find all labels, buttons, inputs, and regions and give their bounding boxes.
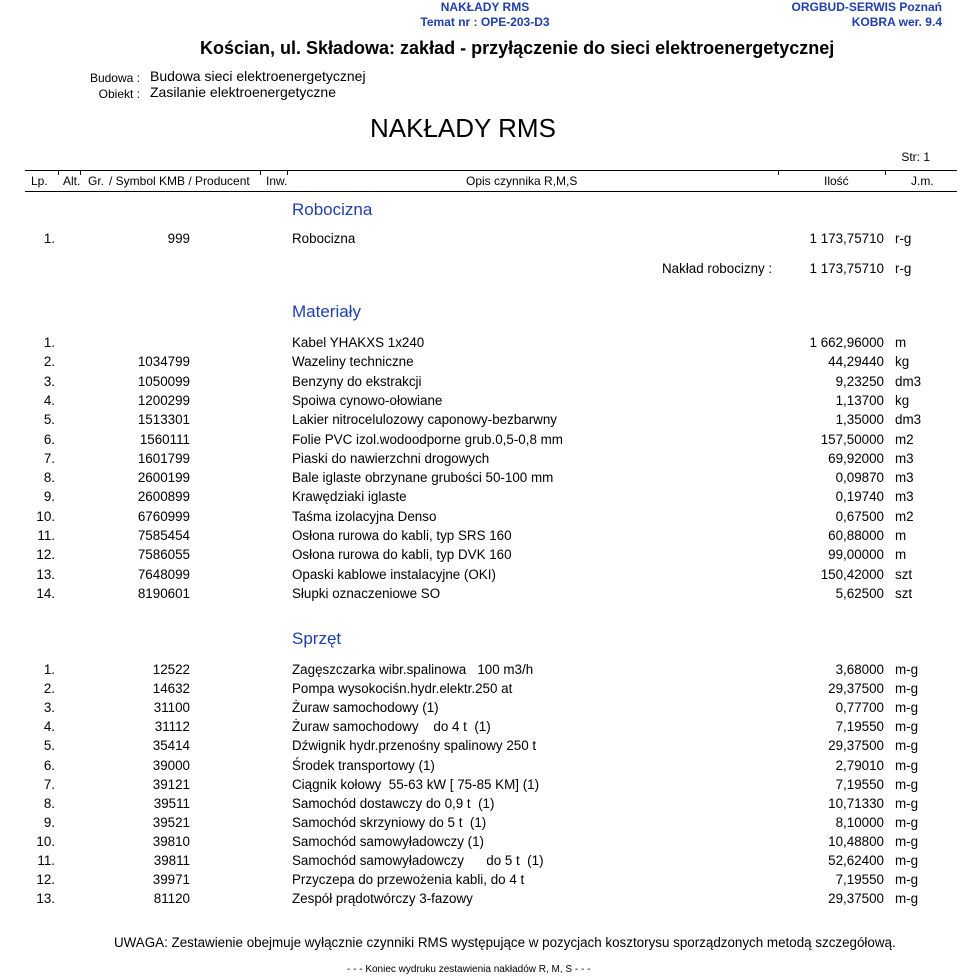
row-symbol: 8190601 xyxy=(137,585,190,601)
row-lp: 8. xyxy=(43,470,55,486)
row-unit: szt xyxy=(895,566,913,582)
row-quantity: 1 662,96000 xyxy=(809,335,884,350)
table-row xyxy=(0,489,960,508)
row-lp: 8. xyxy=(43,795,55,811)
row-symbol: 39511 xyxy=(153,795,190,811)
row-description: Osłona rurowa do kabli, typ SRS 160 xyxy=(292,528,512,543)
company-name: ORGBUD-SERWIS Poznań xyxy=(791,0,942,14)
row-description: Środek transportowy (1) xyxy=(292,757,435,773)
row-symbol: 7586055 xyxy=(137,547,190,563)
row-quantity: 7,19550 xyxy=(835,776,884,792)
row-symbol: 31112 xyxy=(154,719,190,735)
site-address: Kościan, ul. Składowa: zakład - przyłączenie do sieci elektroenergetycznej xyxy=(200,38,835,58)
total-label: Nakład robocizny : xyxy=(662,261,773,276)
row-quantity: 0,77700 xyxy=(835,700,884,716)
row-unit: dm3 xyxy=(895,373,922,389)
row-quantity: 60,88000 xyxy=(828,528,884,543)
section-title-sprzet: Sprzęt xyxy=(292,629,342,648)
row-quantity: 5,62500 xyxy=(835,585,884,601)
row-symbol: 39810 xyxy=(152,833,190,849)
table-row xyxy=(0,451,960,470)
row-lp: 11. xyxy=(37,528,55,543)
column-description: Opis czynnika R,M,S xyxy=(466,174,578,188)
row-symbol: 1513301 xyxy=(137,412,190,428)
table-row xyxy=(0,470,960,489)
row-unit: szt xyxy=(895,585,913,601)
row-description: Pompa wysokociśn.hydr.elektr.250 at xyxy=(292,681,513,697)
row-unit: m xyxy=(895,547,907,563)
page-title: NAKŁADY RMS xyxy=(370,113,556,143)
table-row xyxy=(0,738,960,757)
obiekt-value: Zasilanie elektroenergetyczne xyxy=(150,84,336,100)
row-quantity: 150,42000 xyxy=(820,566,884,582)
row-lp: 5. xyxy=(43,738,55,754)
table-row xyxy=(0,509,960,528)
table-row xyxy=(0,586,960,605)
report-header-title: NAKŁADY RMS xyxy=(440,0,530,14)
row-lp: 10. xyxy=(36,508,55,524)
row-description: Osłona rurowa do kabli, typ DVK 160 xyxy=(292,547,512,563)
row-quantity: 29,37500 xyxy=(828,681,884,697)
table-row xyxy=(0,815,960,834)
row-symbol: 39521 xyxy=(152,814,190,830)
row-symbol: 1200299 xyxy=(137,392,190,408)
obiekt-label: Obiekt : xyxy=(98,87,140,101)
column-unit: J.m. xyxy=(911,174,934,188)
row-symbol: 7648099 xyxy=(137,566,190,582)
row-unit: m-g xyxy=(895,776,919,792)
row-quantity: 7,19550 xyxy=(835,872,884,888)
table-row xyxy=(0,719,960,738)
row-description: Słupki oznaczeniowe SO xyxy=(292,585,441,601)
row-symbol: 81120 xyxy=(153,891,190,907)
row-lp: 1. xyxy=(43,231,55,246)
row-description: Krawędziaki iglaste xyxy=(292,489,407,505)
column-quantity: Ilość xyxy=(824,174,849,188)
row-lp: 4. xyxy=(43,392,55,408)
row-description: Kabel YHAKXS 1x240 xyxy=(292,335,425,350)
row-symbol: 999 xyxy=(167,231,190,246)
table-row xyxy=(0,681,960,700)
row-quantity: 157,50000 xyxy=(820,431,884,447)
row-unit: m-g xyxy=(895,891,919,907)
table-row xyxy=(0,777,960,796)
row-lp: 5. xyxy=(43,412,55,428)
table-row xyxy=(0,891,960,910)
row-symbol: 2600199 xyxy=(137,470,190,486)
table-row xyxy=(0,662,960,681)
row-quantity: 0,09870 xyxy=(835,470,884,486)
row-symbol: 6760999 xyxy=(137,508,190,524)
row-lp: 12. xyxy=(36,547,55,563)
row-quantity: 1 173,75710 xyxy=(809,231,884,246)
row-lp: 6. xyxy=(43,757,55,773)
section-title-materialy: Materiały xyxy=(292,302,361,321)
row-symbol: 14632 xyxy=(152,681,190,697)
row-symbol: 39000 xyxy=(152,757,190,773)
row-quantity: 0,67500 xyxy=(835,508,884,524)
row-description: Przyczepa do przewożenia kabli, do 4 t xyxy=(292,872,525,888)
row-lp: 14. xyxy=(36,585,55,601)
row-unit: m-g xyxy=(895,681,919,697)
row-description: Zespół prądotwórczy 3-fazowy xyxy=(292,891,473,907)
note-text: UWAGA: Zestawienie obejmuje wyłącznie czynniki RMS występujące w pozycjach kosztorysu sporządzonych metodą szczegółową. xyxy=(114,935,896,950)
row-unit: m xyxy=(895,528,907,543)
row-description: Lakier nitrocelulozowy caponowy-bezbarwny xyxy=(292,412,557,428)
row-symbol: 31100 xyxy=(153,700,190,716)
row-lp: 3. xyxy=(43,373,55,389)
row-quantity: 7,19550 xyxy=(835,719,884,735)
row-quantity: 3,68000 xyxy=(835,662,884,677)
table-row xyxy=(0,834,960,853)
row-lp: 10. xyxy=(36,833,55,849)
row-lp: 3. xyxy=(43,700,55,716)
row-quantity: 1,35000 xyxy=(835,412,884,428)
row-lp: 11. xyxy=(37,853,55,868)
row-lp: 13. xyxy=(36,891,55,907)
row-quantity: 1,13700 xyxy=(835,392,884,408)
row-symbol: 7585454 xyxy=(137,528,190,543)
report-subject-number: Temat nr : OPE-203-D3 xyxy=(420,15,550,29)
row-unit: m3 xyxy=(895,470,914,486)
row-symbol: 35414 xyxy=(152,738,190,754)
column-lp: Lp. xyxy=(31,174,48,188)
row-unit: m2 xyxy=(895,508,914,524)
row-quantity: 0,19740 xyxy=(835,489,884,505)
row-description: Folie PVC izol.wodoodporne grub.0,5-0,8 mm xyxy=(292,431,563,447)
footer-text: - - - Koniec wydruku zestawienia nakładów R, M, S - - - xyxy=(347,964,591,975)
table-row xyxy=(0,335,960,354)
total-unit: r-g xyxy=(895,261,912,276)
row-unit: m-g xyxy=(895,662,919,677)
row-description: Samochód samowyładowczy do 5 t (1) xyxy=(292,853,544,868)
row-description: Żuraw samochodowy do 4 t (1) xyxy=(292,719,491,735)
row-lp: 7. xyxy=(43,450,55,466)
row-symbol: 1601799 xyxy=(137,450,190,466)
total-quantity: 1 173,75710 xyxy=(809,261,884,276)
table-row xyxy=(0,758,960,777)
row-unit: m-g xyxy=(895,757,919,773)
row-quantity: 69,92000 xyxy=(828,450,884,466)
row-symbol: 39811 xyxy=(153,853,190,868)
row-unit: m-g xyxy=(895,795,919,811)
row-symbol: 39121 xyxy=(152,776,190,792)
row-quantity: 44,29440 xyxy=(828,354,884,370)
row-description: Wazeliny techniczne xyxy=(292,354,414,370)
row-unit: m2 xyxy=(895,431,914,447)
column-header-bar xyxy=(25,170,957,192)
budowa-value: Budowa sieci elektroenergetycznej xyxy=(150,68,366,84)
row-unit: m-g xyxy=(895,853,919,868)
row-lp: 4. xyxy=(43,719,55,735)
table-row xyxy=(0,412,960,431)
row-description: Żuraw samochodowy (1) xyxy=(292,700,439,716)
row-unit: m-g xyxy=(895,700,919,716)
row-lp: 1. xyxy=(43,335,55,350)
row-symbol: 1050099 xyxy=(137,373,190,389)
row-unit: m-g xyxy=(895,719,919,735)
row-quantity: 52,62400 xyxy=(828,853,884,868)
column-symbol: / Symbol KMB / Producent xyxy=(109,174,250,188)
row-unit: m-g xyxy=(895,872,919,888)
row-description: Samochód dostawczy do 0,9 t (1) xyxy=(292,795,495,811)
page-number: Str: 1 xyxy=(901,150,930,164)
row-unit: m3 xyxy=(895,489,914,505)
row-description: Bale iglaste obrzynane grubości 50-100 mm xyxy=(292,470,554,486)
row-lp: 6. xyxy=(43,431,55,447)
table-row xyxy=(0,528,960,547)
row-unit: m-g xyxy=(895,833,919,849)
row-quantity: 10,48800 xyxy=(828,833,884,849)
row-unit: kg xyxy=(895,392,910,408)
row-quantity: 8,10000 xyxy=(835,814,884,830)
row-symbol: 39971 xyxy=(152,872,190,888)
row-lp: 13. xyxy=(36,566,55,582)
table-row xyxy=(0,393,960,412)
budowa-label: Budowa : xyxy=(89,71,140,85)
row-description: Opaski kablowe instalacyjne (OKI) xyxy=(292,566,496,582)
row-lp: 9. xyxy=(43,489,55,505)
row-lp: 9. xyxy=(43,814,55,830)
row-unit: m xyxy=(895,335,907,350)
row-quantity: 10,71330 xyxy=(828,795,884,811)
table-row xyxy=(0,567,960,586)
row-description: Samochód skrzyniowy do 5 t (1) xyxy=(292,814,487,830)
row-unit: dm3 xyxy=(895,412,922,428)
table-row xyxy=(0,547,960,566)
software-version: KOBRA wer. 9.4 xyxy=(851,15,942,29)
row-unit: r-g xyxy=(895,231,912,246)
row-lp: 12. xyxy=(36,872,55,888)
table-row xyxy=(0,432,960,451)
row-symbol: 2600899 xyxy=(137,489,190,505)
table-row xyxy=(0,231,960,250)
row-quantity: 29,37500 xyxy=(828,738,884,754)
column-alt: Alt. xyxy=(63,174,81,188)
row-unit: m-g xyxy=(895,738,919,754)
row-description: Robocizna xyxy=(292,231,356,246)
row-unit: m3 xyxy=(895,450,914,466)
row-symbol: 1560111 xyxy=(139,431,190,447)
row-quantity: 2,79010 xyxy=(835,757,884,773)
row-description: Ciągnik kołowy 55-63 kW [ 75-85 KM] (1) xyxy=(292,776,540,792)
row-description: Spoiwa cynowo-ołowiane xyxy=(292,392,443,408)
table-row xyxy=(0,354,960,373)
row-lp: 2. xyxy=(43,354,55,370)
row-symbol: 12522 xyxy=(152,662,190,677)
row-description: Samochód samowyładowczy (1) xyxy=(292,833,485,849)
column-gr: Gr. xyxy=(88,174,105,188)
row-description: Taśma izolacyjna Denso xyxy=(292,508,437,524)
row-lp: 1. xyxy=(43,662,55,677)
row-lp: 7. xyxy=(43,776,55,792)
row-description: Piaski do nawierzchni drogowych xyxy=(292,450,490,466)
row-unit: m-g xyxy=(895,814,919,830)
row-quantity: 29,37500 xyxy=(828,891,884,907)
table-row xyxy=(0,700,960,719)
row-description: Benzyny do ekstrakcji xyxy=(292,373,422,389)
row-unit: kg xyxy=(895,354,910,370)
table-row xyxy=(0,853,960,872)
section-title-robocizna: Robocizna xyxy=(292,200,373,219)
table-row xyxy=(0,872,960,891)
row-description: Zagęszczarka wibr.spalinowa 100 m3/h xyxy=(292,662,534,677)
table-row xyxy=(0,374,960,393)
row-lp: 2. xyxy=(43,681,55,697)
row-quantity: 9,23250 xyxy=(835,373,884,389)
row-symbol: 1034799 xyxy=(137,354,190,370)
row-quantity: 99,00000 xyxy=(828,547,884,563)
row-description: Dźwignik hydr.przenośny spalinowy 250 t xyxy=(292,738,537,754)
table-row xyxy=(0,796,960,815)
column-inw: Inw. xyxy=(266,174,288,188)
